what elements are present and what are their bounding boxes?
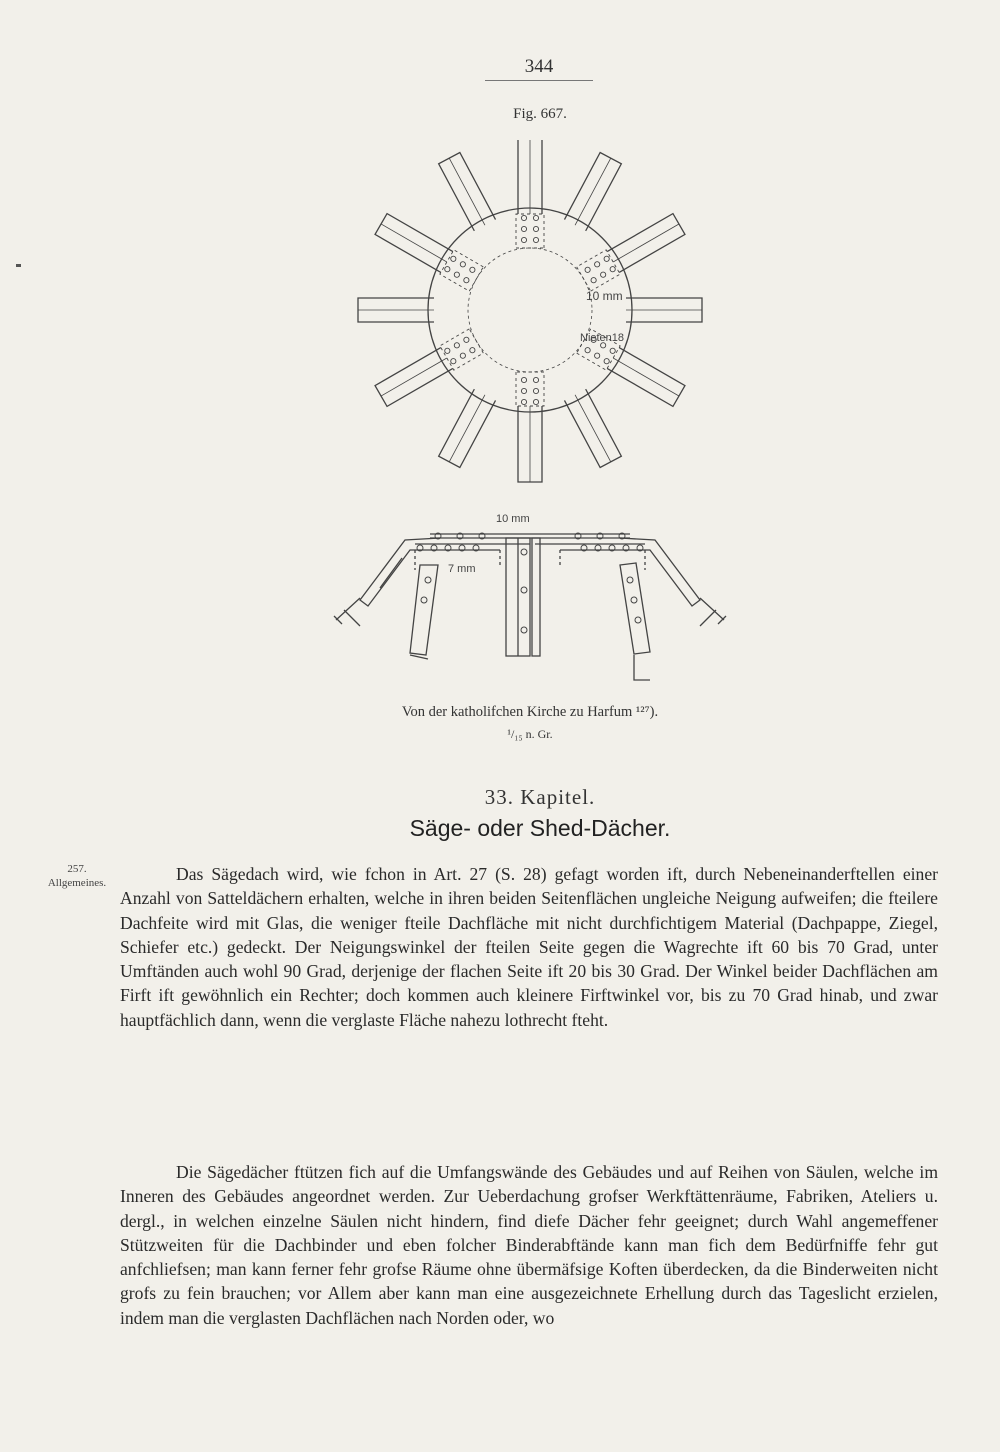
margin-note-label: Allgemeines. xyxy=(47,877,107,889)
rivet xyxy=(470,348,475,353)
rivet xyxy=(533,399,538,404)
rafter-web-8 xyxy=(449,395,485,462)
rivet xyxy=(460,262,465,267)
page-number: 344 xyxy=(485,56,593,81)
gusset-plate xyxy=(516,372,544,406)
figure-caption: Von der katholifchen Kirche zu Harfum ¹²⁷). xyxy=(401,704,659,720)
rivet xyxy=(521,399,526,404)
rivet xyxy=(533,226,538,231)
rivet xyxy=(521,226,526,231)
rivet xyxy=(521,549,527,555)
rafter-web-2 xyxy=(575,158,611,225)
figure-label: Fig. 667. xyxy=(513,106,567,122)
margin-note xyxy=(22,862,132,890)
plan-view-radial-plate xyxy=(358,140,702,482)
gusset-plate xyxy=(516,214,544,248)
rivet xyxy=(610,348,615,353)
section-view-ridge-joint xyxy=(334,534,726,680)
chapter-title: Säge- oder Shed-Dächer. xyxy=(409,815,671,841)
rivet xyxy=(595,353,600,358)
rivet xyxy=(521,627,527,633)
rivet xyxy=(533,237,538,242)
rivet xyxy=(585,267,590,272)
paragraph-text: Das Sägedach wird, wie fchon in Art. 27 (S. 28) gefagt worden ift, durch Nebeneinanderftellen einer Anzahl von Satteldächern erhalten, welche in ihren beiden Seitenflächen ungleiche Neigung aufweifen; die fteilere Dachfeite wird mit Glas, die weniger fteile Dachfläche mit nicht durchfichtigem Material (Dachpappe, Ziegel, Schiefer etc.) gedeckt. Der Neigungswinkel der fteilen Seite gegen die Wagrechte ift 60 bis 70 Grad, unter Umftänden auch wohl 90 Grad, derjenige der flachen Seite ift 20 bis 30 Grad. Der Winkel beider Dachflächen am Firft ift gewöhnlich ein Rechter; doch kommen auch kleinere Firftwinkel vor, bis zu 70 Grad hinab, und zwar hauptfächlich dann, wenn die verglaste Fläche nahezu lothrecht fteht. xyxy=(120,864,938,1030)
rivet xyxy=(521,388,526,393)
rivet xyxy=(610,267,615,272)
rivet xyxy=(604,256,609,261)
rivet xyxy=(585,348,590,353)
rivet xyxy=(445,267,450,272)
rafter-web-6 xyxy=(575,395,611,462)
annotation-angle: 7 mm xyxy=(448,563,476,575)
rivet xyxy=(454,272,459,277)
rivet xyxy=(601,272,606,277)
rivet xyxy=(591,278,596,283)
rivet xyxy=(521,587,527,593)
rivet xyxy=(464,337,469,342)
rivet xyxy=(533,377,538,382)
body-paragraph-1 xyxy=(120,862,938,1032)
chapter-number: 33. Kapitel. xyxy=(484,785,596,809)
figure-667-drawing xyxy=(320,140,740,700)
rivet xyxy=(533,388,538,393)
rivet xyxy=(635,617,641,623)
rivet xyxy=(464,278,469,283)
rafter-web-12 xyxy=(449,158,485,225)
rivet xyxy=(631,597,637,603)
rivet xyxy=(425,577,431,583)
rivet xyxy=(470,267,475,272)
rivet xyxy=(445,348,450,353)
annotation-plate-thickness: 10 mm xyxy=(586,289,623,303)
paragraph-text: Die Sägedächer ftützen fich auf die Umfangswände des Gebäudes und auf Reihen von Säulen, welche im Inneren des Gebäudes angeordnet werden. Zur Ueberdachung grofser Werkftättenräume, Fabriken, Ateliers u. dergl., in welchen einzelne Säulen nicht hindern, find diefe Dächer fehr geeignet; durch Wahl angemeffener Stützweiten für die Dachbinder und eben folcher Binderabftände kann man fich dem Bedürfniffe fehr gut anfchliefsen; man kann ferner fehr grofse Räume ohne übermäfsige Koften überdecken, da die Binderweiten nicht grofs zu fein brauchen; vor Allem aber kann man eine ausgezeichnete Erhellung durch das Tageslicht erzielen, indem man die verglasten Dachflächen nach Norden oder, wo xyxy=(120,1162,938,1328)
inner-opening xyxy=(468,248,592,372)
rivet xyxy=(521,237,526,242)
rivet xyxy=(421,597,427,603)
rivet xyxy=(451,256,456,261)
rivet xyxy=(533,215,538,220)
gusset-plate xyxy=(577,250,620,291)
annotation-top-plate: 10 mm xyxy=(496,513,530,525)
body-paragraph-2 xyxy=(120,1160,938,1330)
ring-plate-outline xyxy=(428,208,632,412)
rivet xyxy=(451,359,456,364)
annotation-rivets: Nieten18 xyxy=(580,332,625,344)
figure-scale: ¹/₁₅ n. Gr. xyxy=(507,727,553,741)
rivet xyxy=(460,353,465,358)
rivet xyxy=(595,262,600,267)
rivet xyxy=(627,577,633,583)
rivet xyxy=(521,377,526,382)
rivet xyxy=(604,359,609,364)
rivet xyxy=(454,343,459,348)
rivet xyxy=(521,215,526,220)
margin-note-number: 257. xyxy=(67,863,87,875)
gusset-plate xyxy=(440,250,483,291)
gusset-plate xyxy=(440,329,483,370)
stray-mark xyxy=(16,264,21,267)
